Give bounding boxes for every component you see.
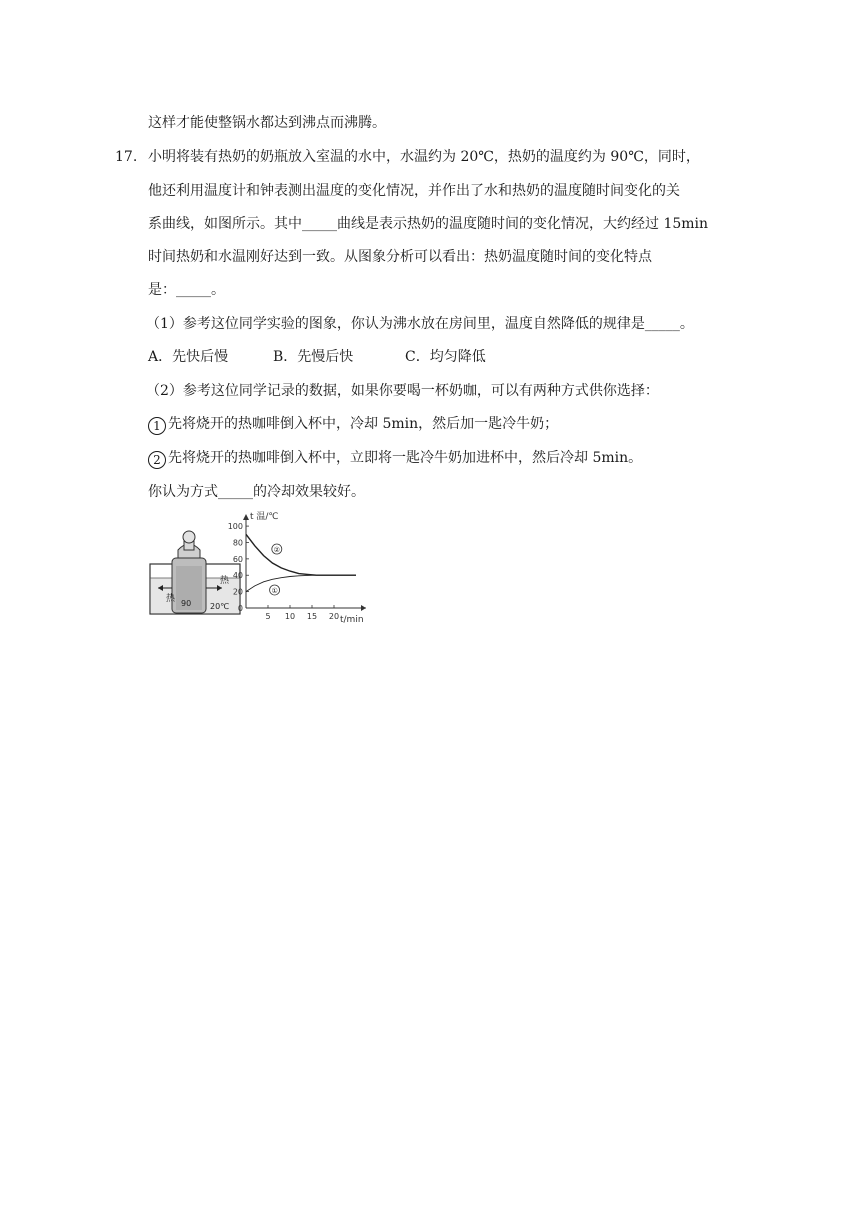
y-axis-label: t 温/℃ [250, 512, 279, 522]
series-label-2: ① [271, 586, 278, 595]
y-tick-label: 80 [232, 538, 243, 548]
water-temp-label: 20℃ [210, 602, 230, 611]
text-line-0: 这样才能使整锅水都达到沸点而沸腾。 [148, 115, 386, 131]
question-line-3: 系曲线，如图所示。其中_____曲线是表示热奶的温度随时间的变化情况，大约经过 15min [148, 216, 709, 232]
temperature-chart [228, 511, 366, 625]
option-c: C．均匀降低 [405, 349, 486, 365]
option-b: B．先慢后快 [273, 349, 354, 365]
method-1 [148, 414, 558, 435]
question-line-1: 小明将装有热奶的奶瓶放入室温的水中，水温约为 20℃，热奶的温度约为 90℃，同时， [148, 149, 700, 165]
series-line-2 [246, 575, 356, 591]
heat-label-left: 热 [166, 594, 176, 604]
question-line-4: 时间热奶和水温刚好达到一致。从图象分析可以看出：热奶温度随时间的变化特点 [148, 249, 652, 265]
question-line-5: 是：_____。 [148, 282, 225, 298]
heat-label-right: 热 [220, 576, 230, 586]
sub-question-2: （2）参考这位同学记录的数据，如果你要喝一杯奶咖，可以有两种方式供你选择： [146, 383, 659, 399]
sub-question-3: 你认为方式_____的冷却效果较好。 [148, 484, 365, 500]
x-axis-label: t/min [340, 615, 364, 625]
method-2 [148, 448, 642, 469]
y-tick-label: 60 [232, 554, 243, 564]
x-tick-label: 20 [328, 612, 340, 621]
x-tick-label: 5 [265, 612, 271, 621]
y-tick-label: 100 [227, 522, 243, 532]
y-axis-arrow [243, 514, 249, 520]
beaker-illustration [150, 531, 240, 614]
milk-temp-label: 90 [181, 599, 192, 608]
circled-number-2: 2 [148, 451, 166, 469]
x-tick-labels [265, 605, 339, 621]
question-number: 17. [115, 149, 138, 165]
x-axis-arrow [361, 605, 366, 611]
question-line-2: 他还利用温度计和钟表测出温度的变化情况，并作出了水和热奶的温度随时间变化的关 [148, 183, 680, 199]
nipple [183, 531, 195, 543]
series-label-1: ② [273, 546, 280, 555]
circled-number-1: 1 [148, 417, 166, 435]
y-tick-label: 0 [237, 604, 243, 613]
y-tick-label: 40 [232, 571, 243, 581]
sub-question-1: （1）参考这位同学实验的图象，你认为沸水放在房间里，温度自然降低的规律是_____。 [146, 316, 694, 332]
x-tick-label: 10 [284, 612, 296, 621]
series-lines [246, 534, 356, 595]
option-a: A．先快后慢 [148, 349, 229, 365]
experiment-figure [148, 508, 370, 626]
x-tick-label: 15 [306, 612, 318, 621]
method-1-text: 先将烧开的热咖啡倒入杯中，冷却 5min，然后加一匙冷牛奶； [168, 416, 559, 432]
series-line-1 [246, 534, 356, 575]
y-tick-label: 20 [232, 587, 243, 597]
method-2-text: 先将烧开的热咖啡倒入杯中，立即将一匙冷牛奶加进杯中，然后冷却 5min。 [168, 450, 643, 466]
figure-svg [148, 508, 370, 626]
